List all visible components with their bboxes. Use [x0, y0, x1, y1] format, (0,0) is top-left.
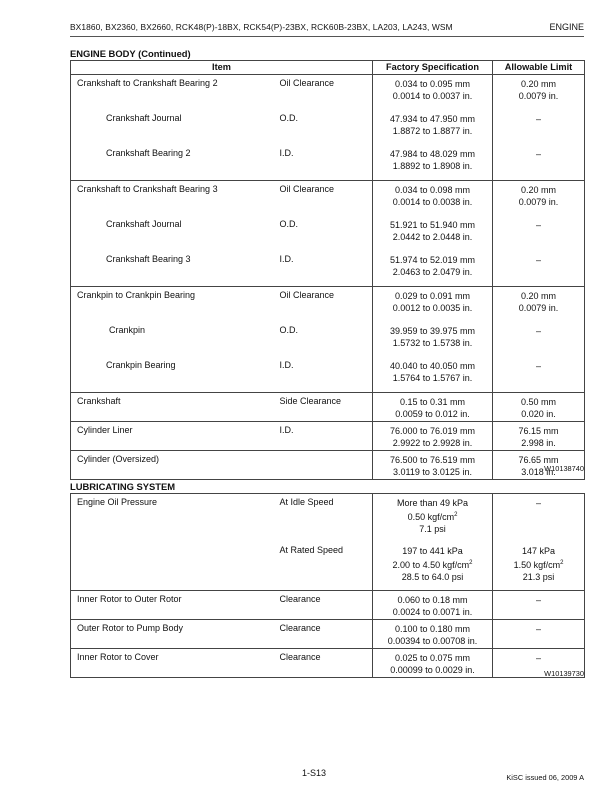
- spec-line: 47.934 to 47.950 mm: [389, 114, 476, 124]
- item-block: [71, 75, 274, 110]
- limit-line: –: [535, 220, 541, 230]
- spec-block: [373, 251, 492, 286]
- limit-block: [493, 75, 584, 110]
- spec-line: 28.5 to 64.0 psi: [401, 572, 464, 582]
- factory-spec-cell: [373, 422, 493, 451]
- factory-spec-cell: [373, 393, 493, 422]
- spec-values: [373, 620, 492, 647]
- item-label: Crankshaft to Crankshaft Bearing 2: [77, 78, 218, 88]
- limit-block: [493, 422, 584, 450]
- item-block: [71, 110, 274, 145]
- spec-line: 2.0442 to 2.0448 in.: [392, 232, 473, 242]
- spec-line: 0.0024 to 0.0071 in.: [392, 607, 473, 617]
- spec-line: 76.000 to 76.019 mm: [389, 426, 476, 436]
- item-cell: [71, 75, 274, 181]
- parameter-cell: [274, 422, 373, 451]
- limit-values: [493, 287, 584, 314]
- factory-spec-cell: [373, 494, 493, 591]
- spec-block: [373, 620, 492, 648]
- limit-block: [493, 357, 584, 392]
- parameter-block: [274, 494, 373, 542]
- parameter-label: O.D.: [279, 219, 299, 229]
- item-block: [71, 591, 274, 619]
- item-label: Crankshaft: [77, 396, 121, 406]
- spec-line: 1.5732 to 1.5738 in.: [392, 338, 473, 348]
- parameter-block: [274, 393, 373, 421]
- parameter-block: [274, 287, 373, 322]
- limit-line: –: [535, 361, 541, 371]
- spec-line: 197 to 441 kPa: [402, 546, 463, 556]
- spec-line: 47.984 to 48.029 mm: [389, 149, 476, 159]
- parameter-block: [274, 620, 373, 648]
- spec-group: [71, 494, 585, 591]
- item-label: Cylinder Liner: [77, 425, 133, 435]
- spec-line: 0.060 to 0.18 mm: [397, 595, 468, 605]
- spec-group: [71, 591, 585, 620]
- superscript: 2: [454, 512, 458, 518]
- factory-spec-cell: [373, 649, 493, 678]
- lubricating-table: [70, 493, 585, 678]
- limit-values: [493, 251, 584, 266]
- limit-line: 0.20 mm: [520, 185, 556, 195]
- spec-block: [373, 322, 492, 357]
- parameter-label: Oil Clearance: [279, 78, 335, 88]
- superscript: 2: [560, 560, 564, 566]
- spec-block: [373, 357, 492, 392]
- limit-values: [493, 181, 584, 208]
- item-label: Cylinder (Oversized): [77, 454, 160, 464]
- spec-line: 0.029 to 0.091 mm: [394, 291, 471, 301]
- spec-block: [373, 649, 492, 677]
- spec-block: [373, 287, 492, 322]
- spec-line: 2.9922 to 2.9928 in.: [392, 438, 473, 448]
- limit-values: [493, 649, 584, 664]
- spec-values: [373, 145, 492, 172]
- factory-spec-cell: [373, 620, 493, 649]
- limit-block: [493, 216, 584, 251]
- parameter-cell: [274, 494, 373, 591]
- limit-values: [493, 110, 584, 125]
- item-label: Crankshaft Bearing 3: [106, 254, 191, 264]
- item-block: [71, 181, 274, 216]
- parameter-block: [274, 357, 373, 392]
- limit-block: [493, 181, 584, 216]
- parameter-cell: [274, 649, 373, 678]
- parameter-block: [274, 251, 373, 286]
- parameter-label: At Rated Speed: [279, 545, 344, 555]
- spec-block: [373, 451, 492, 479]
- spec-line: 3.0119 to 3.0125 in.: [393, 467, 472, 477]
- item-block: [71, 287, 274, 322]
- item-cell: [71, 591, 274, 620]
- header-divider: [70, 36, 584, 37]
- limit-line: 76.15 mm: [518, 426, 559, 436]
- limit-line: 147 kPa: [521, 546, 556, 556]
- item-cell: [71, 422, 274, 451]
- spec-values: [373, 393, 492, 420]
- limit-line: –: [535, 595, 541, 605]
- item-label: Crankshaft Bearing 2: [106, 148, 191, 158]
- limit-values: [493, 357, 584, 372]
- limit-line: 2.998 in.: [521, 438, 556, 448]
- limit-values: [493, 494, 584, 509]
- parameter-label: Oil Clearance: [279, 184, 335, 194]
- spec-values: [373, 181, 492, 208]
- spec-values: [373, 322, 492, 349]
- spec-group: [71, 422, 585, 451]
- item-block: [71, 216, 274, 251]
- spec-block: [373, 393, 492, 421]
- limit-values: [493, 145, 584, 160]
- parameter-cell: [274, 620, 373, 649]
- lubricating-code: W10139730: [544, 669, 584, 678]
- item-cell: [71, 287, 274, 393]
- spec-block: [373, 542, 492, 590]
- spec-line: 40.040 to 40.050 mm: [389, 361, 476, 371]
- limit-block: [493, 393, 584, 421]
- parameter-label: Side Clearance: [279, 396, 342, 406]
- page-number: 1-S13: [302, 768, 327, 778]
- spec-line: 51.921 to 51.940 mm: [389, 220, 476, 230]
- parameter-block: [274, 110, 373, 145]
- allowable-limit-cell: [493, 393, 585, 422]
- spec-values: [373, 110, 492, 137]
- limit-values: [493, 75, 584, 102]
- limit-values: [493, 542, 584, 583]
- limit-block: [493, 287, 584, 322]
- spec-line: 0.100 to 0.180 mm: [394, 624, 471, 634]
- limit-line: 0.50 mm: [520, 397, 556, 407]
- item-block: [71, 649, 274, 677]
- factory-spec-cell: [373, 75, 493, 181]
- parameter-cell: [274, 451, 373, 480]
- engine-body-title: ENGINE BODY (Continued): [70, 48, 191, 59]
- spec-values: [373, 251, 492, 278]
- limit-line: 0.20 mm: [520, 79, 556, 89]
- factory-spec-cell: [373, 451, 493, 480]
- limit-values: [493, 591, 584, 606]
- item-block: [71, 251, 274, 286]
- limit-values: [493, 393, 584, 420]
- parameter-label: Clearance: [279, 623, 321, 633]
- spec-line: 0.0059 to 0.012 in.: [395, 409, 470, 419]
- limit-line: 76.65 mm: [518, 455, 559, 465]
- spec-line: 1.8872 to 1.8877 in.: [392, 126, 473, 136]
- limit-block: [493, 542, 584, 590]
- lubricating-title: LUBRICATING SYSTEM: [70, 481, 176, 492]
- parameter-label: I.D.: [279, 254, 294, 264]
- parameter-cell: [274, 75, 373, 181]
- limit-block: [493, 322, 584, 357]
- parameter-block: [274, 649, 373, 677]
- column-header-factory-spec: Factory Specification: [373, 61, 493, 75]
- limit-line: 0.0079 in.: [518, 91, 559, 101]
- engine-body-code: W10138740: [544, 464, 584, 473]
- limit-line: 0.0079 in.: [518, 197, 559, 207]
- item-block: [71, 393, 274, 421]
- item-cell: [71, 494, 274, 591]
- item-label: Crankshaft to Crankshaft Bearing 3: [77, 184, 218, 194]
- limit-values: [493, 620, 584, 635]
- limit-line: –: [535, 498, 541, 508]
- parameter-label: I.D.: [279, 425, 294, 435]
- limit-line: 1.50 kgf/$cm^2$: [513, 560, 564, 570]
- spec-values: [373, 357, 492, 384]
- spec-line: 2.0463 to 2.0479 in.: [392, 267, 473, 277]
- spec-line: 0.025 to 0.075 mm: [394, 653, 471, 663]
- item-block: [71, 451, 274, 479]
- limit-block: [493, 110, 584, 145]
- parameter-block: [274, 216, 373, 251]
- parameter-block: [274, 75, 373, 110]
- parameter-label: Clearance: [279, 652, 321, 662]
- item-label: Inner Rotor to Cover: [77, 652, 159, 662]
- spec-block: [373, 145, 492, 180]
- spec-values: [373, 287, 492, 314]
- limit-block: [493, 145, 584, 180]
- item-label: Inner Rotor to Outer Rotor: [77, 594, 182, 604]
- parameter-label: I.D.: [279, 360, 294, 370]
- allowable-limit-cell: [493, 591, 585, 620]
- item-block: [71, 145, 274, 180]
- limit-values: [493, 216, 584, 231]
- parameter-label: Oil Clearance: [279, 290, 335, 300]
- allowable-limit-cell: [493, 181, 585, 287]
- spec-values: [373, 75, 492, 102]
- parameter-block: [274, 181, 373, 216]
- spec-block: [373, 181, 492, 216]
- item-block: [71, 494, 274, 542]
- spec-block: [373, 422, 492, 450]
- parameter-cell: [274, 181, 373, 287]
- column-header-allowable-limit: Allowable Limit: [493, 61, 585, 75]
- header-models: BX1860, BX2360, BX2660, RCK48(P)-18BX, RCK54(P)-23BX, RCK60B-23BX, LA203, LA243, WSM: [70, 22, 453, 32]
- limit-values: [493, 422, 584, 449]
- parameter-label: Clearance: [279, 594, 321, 604]
- parameter-block: [274, 145, 373, 180]
- item-cell: [71, 620, 274, 649]
- spec-block: [373, 591, 492, 619]
- parameter-cell: [274, 287, 373, 393]
- spec-block: [373, 494, 492, 542]
- parameter-block: [274, 591, 373, 619]
- limit-line: –: [535, 114, 541, 124]
- parameter-cell: [274, 393, 373, 422]
- allowable-limit-cell: [493, 75, 585, 181]
- spec-block: [373, 110, 492, 145]
- parameter-block: [274, 451, 373, 479]
- spec-line: 0.00099 to 0.0029 in.: [390, 665, 475, 675]
- factory-spec-cell: [373, 181, 493, 287]
- parameter-label: At Idle Speed: [279, 497, 334, 507]
- spec-group: [71, 393, 585, 422]
- parameter-block: [274, 422, 373, 450]
- allowable-limit-cell: [493, 620, 585, 649]
- item-block: [71, 322, 274, 357]
- spec-line: 2.00 to 4.50 kgf/$cm^2$: [392, 560, 473, 570]
- spec-block: [373, 216, 492, 251]
- limit-line: 21.3 psi: [522, 572, 555, 582]
- limit-line: –: [535, 255, 541, 265]
- spec-line: 51.974 to 52.019 mm: [389, 255, 476, 265]
- spec-values: [373, 216, 492, 243]
- spec-line: 1.5764 to 1.5767 in.: [392, 373, 473, 383]
- item-label: Crankshaft Journal: [106, 219, 182, 229]
- limit-line: –: [535, 653, 541, 663]
- spec-group: [71, 181, 585, 287]
- limit-block: [493, 251, 584, 286]
- spec-line: 39.959 to 39.975 mm: [389, 326, 476, 336]
- header-section: ENGINE: [549, 22, 584, 32]
- limit-line: 0.0079 in.: [518, 303, 559, 313]
- allowable-limit-cell: [493, 422, 585, 451]
- spec-group: [71, 75, 585, 181]
- column-header-item: Item: [71, 61, 373, 75]
- limit-block: [493, 620, 584, 648]
- spec-line: 0.00394 to 0.00708 in.: [387, 636, 478, 646]
- spec-values: [373, 542, 492, 583]
- parameter-block: [274, 322, 373, 357]
- spec-line: 7.1 psi: [419, 524, 446, 534]
- factory-spec-cell: [373, 287, 493, 393]
- limit-line: 3.018 in.: [521, 467, 556, 477]
- superscript: 2: [469, 560, 473, 566]
- limit-block: [493, 591, 584, 619]
- spec-values: [373, 451, 492, 478]
- parameter-label: O.D.: [279, 113, 299, 123]
- spec-line: More than 49 kPa: [396, 498, 469, 508]
- spec-values: [373, 494, 492, 535]
- allowable-limit-cell: [493, 287, 585, 393]
- parameter-cell: [274, 591, 373, 620]
- parameter-block: [274, 542, 373, 590]
- spec-line: 76.500 to 76.519 mm: [389, 455, 476, 465]
- spec-line: 0.50 kgf/$cm^2$: [407, 512, 458, 522]
- issue-note: KiSC issued 06, 2009 A: [506, 773, 584, 782]
- limit-line: –: [535, 149, 541, 159]
- item-label: Crankshaft Journal: [106, 113, 182, 123]
- item-cell: [71, 393, 274, 422]
- limit-line: 0.20 mm: [520, 291, 556, 301]
- limit-line: –: [535, 624, 541, 634]
- factory-spec-cell: [373, 591, 493, 620]
- limit-values: [493, 322, 584, 337]
- spec-line: 0.034 to 0.098 mm: [394, 185, 471, 195]
- spec-block: [373, 75, 492, 110]
- item-cell: [71, 649, 274, 678]
- engine-body-table: [70, 60, 585, 480]
- limit-block: [493, 494, 584, 542]
- spec-group: [71, 451, 585, 480]
- item-label: Engine Oil Pressure: [77, 497, 158, 507]
- item-label: Crankpin to Crankpin Bearing: [77, 290, 196, 300]
- spec-line: 0.15 to 0.31 mm: [399, 397, 466, 407]
- limit-line: 0.020 in.: [521, 409, 556, 419]
- item-label: [71, 542, 274, 545]
- spec-group: [71, 649, 585, 678]
- item-cell: [71, 451, 274, 480]
- spec-line: 1.8892 to 1.8908 in.: [392, 161, 473, 171]
- spec-line: 0.0014 to 0.0038 in.: [392, 197, 473, 207]
- spec-values: [373, 649, 492, 676]
- item-label: Outer Rotor to Pump Body: [77, 623, 184, 633]
- item-cell: [71, 181, 274, 287]
- item-block: [71, 357, 274, 392]
- item-block: [71, 542, 274, 590]
- item-block: [71, 620, 274, 648]
- spec-group: [71, 620, 585, 649]
- limit-line: –: [535, 326, 541, 336]
- spec-group: [71, 287, 585, 393]
- item-block: [71, 422, 274, 450]
- parameter-label: I.D.: [279, 148, 294, 158]
- parameter-label: O.D.: [279, 325, 299, 335]
- spec-values: [373, 591, 492, 618]
- spec-line: 0.034 to 0.095 mm: [394, 79, 471, 89]
- allowable-limit-cell: [493, 494, 585, 591]
- spec-line: 0.0014 to 0.0037 in.: [392, 91, 473, 101]
- spec-line: 0.0012 to 0.0035 in.: [392, 303, 473, 313]
- item-label: Crankpin Bearing: [106, 360, 176, 370]
- spec-values: [373, 422, 492, 449]
- item-label: Crankpin: [109, 325, 146, 335]
- parameter-label: [274, 451, 373, 454]
